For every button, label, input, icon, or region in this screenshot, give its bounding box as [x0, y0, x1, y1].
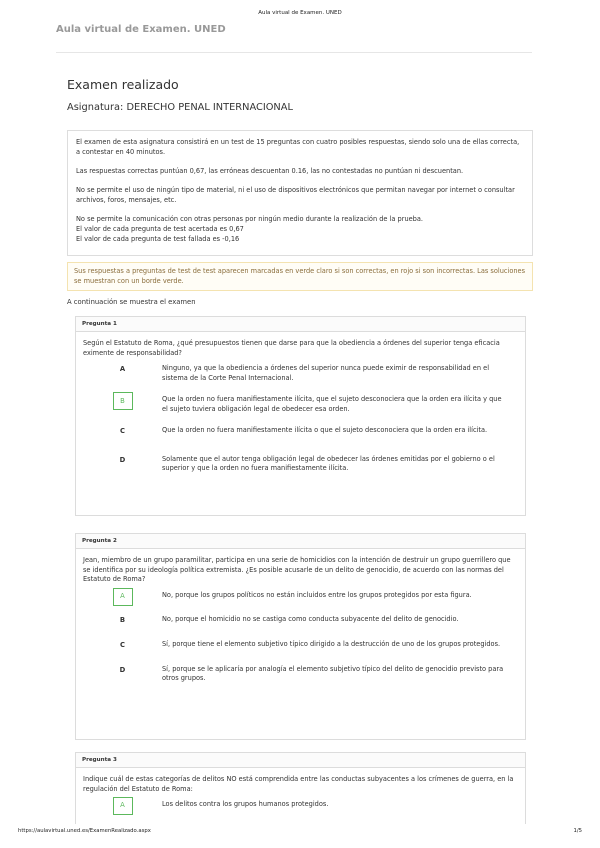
answer-option-correct [83, 588, 519, 606]
question-text: Jean, miembro de un grupo paramilitar, participa en una serie de homicidios con la intención de destruir un grupo guerrillero que se identifica por su ideología política extremista. ¿Es posible acusarle de un delito de genocidio, de acuerdo con las normas del Estatuto de Roma? [83, 556, 511, 584]
option-text: Sí, porque tiene el elemento subjetivo típico dirigido a la destrucción de uno de los grupos protegidos. [162, 639, 501, 648]
option-text: Los delitos contra los grupos humanos protegidos. [162, 800, 329, 809]
site-title: Aula virtual de Examen. UNED [56, 24, 226, 35]
question-label: Pregunta 3 [76, 753, 525, 768]
instructions-paragraph: El examen de esta asignatura consistirá en un test de 15 preguntas con cuatro posibles respuestas, siendo solo una de ellas correcta, a contestar en 40 minutos. [76, 138, 520, 156]
option-letter-correct: A [113, 797, 133, 815]
option-letter: C [120, 426, 125, 435]
question-panel [75, 533, 526, 740]
option-letter: D [119, 455, 126, 464]
header-divider [56, 52, 532, 53]
question-panel [75, 752, 526, 824]
answer-option [83, 361, 519, 383]
option-text: Que la orden no fuera manifiestamente ilícita o que el sujeto desconociera que la orden era ilícita. [162, 425, 488, 434]
question-text: Según el Estatuto de Roma, ¿qué presupuestos tienen que darse para que la obediencia a órdenes del superior tenga eficacia eximente de responsabilidad? [83, 339, 500, 357]
subject-title: Asignatura: DERECHO PENAL INTERNACIONAL [67, 102, 293, 113]
option-letter: C [120, 640, 125, 649]
color-legend-notice: Sus respuestas a preguntas de test de test aparecen marcadas en verde claro si son correctas, en rojo si son incorrectas. Las soluciones se muestran con un borde verde. [67, 262, 533, 291]
exam-instructions [67, 130, 533, 256]
answer-option [83, 612, 519, 630]
answer-option-correct [83, 797, 519, 815]
option-text: Solamente que el autor tenga obligación legal de obedecer las órdenes emitidas por el gobierno o el superior y que la orden no fuera manifiestamente ilícita. [162, 454, 495, 473]
question-panel [75, 316, 526, 516]
footer-page-number: 1/5 [573, 828, 582, 834]
question-label: Pregunta 1 [76, 317, 525, 332]
option-letter: B [119, 615, 126, 624]
answer-option [83, 662, 519, 684]
instructions-paragraph: No se permite la comunicación con otras personas por ningún medio durante la realización de la prueba. [76, 215, 424, 223]
print-header: Aula virtual de Examen. UNED [258, 10, 342, 16]
page-title: Examen realizado [67, 77, 179, 92]
option-text: No, porque los grupos políticos no están incluidos entre los grupos protegidos por esta figura. [162, 590, 472, 599]
question-label: Pregunta 2 [76, 534, 525, 549]
footer-url: https://aulavirtual.uned.es/ExamenRealizado.aspx [18, 828, 151, 834]
answer-option [83, 423, 519, 441]
instructions-paragraph: Las respuestas correctas puntúan 0,67, las erróneas descuentan 0.16, las no contestadas no puntúan ni descuentan. [76, 167, 464, 175]
answer-option [83, 637, 519, 655]
option-letter: A [119, 365, 126, 374]
answer-option-correct [83, 392, 519, 414]
question-text: Indique cuál de estas categorías de delitos NO está comprendida entre las conductas subyacentes a los crímenes de guerra, en la regulación del Estatuto de Roma: [83, 775, 514, 793]
option-text: No, porque el homicidio no se castiga como conducta subyacente del delito de genocidio. [162, 614, 459, 623]
instructions-paragraph: No se permite el uso de ningún tipo de material, ni el uso de dispositivos electrónicos que permitan navegar por internet o consultar archivos, foros, mensajes, etc. [76, 186, 515, 204]
option-letter-correct: B [113, 392, 133, 410]
instructions-paragraph: El valor de cada pregunta de test acertada es 0,67 [76, 225, 244, 233]
option-text: Sí, porque se le aplicaría por analogía el elemento subjetivo típico del delito de genocidio previsto para otros grupos. [162, 664, 504, 683]
option-letter-correct: A [113, 588, 133, 606]
option-text: Ninguno, ya que la obediencia a órdenes del superior nunca puede eximir de responsabilidad en el sistema de la Corte Penal Internacional. [162, 364, 490, 382]
exam-intro: A continuación se muestra el examen [67, 298, 196, 306]
option-text: Que la orden no fuera manifiestamente ilícita, que el sujeto desconociera que la orden era ilícita y que el sujeto tuviera obligación legal de obedecer esa orden. [162, 395, 502, 413]
answer-option [83, 452, 519, 474]
instructions-paragraph: El valor de cada pregunta de test fallada es -0,16 [76, 235, 240, 243]
option-letter: D [119, 665, 126, 674]
